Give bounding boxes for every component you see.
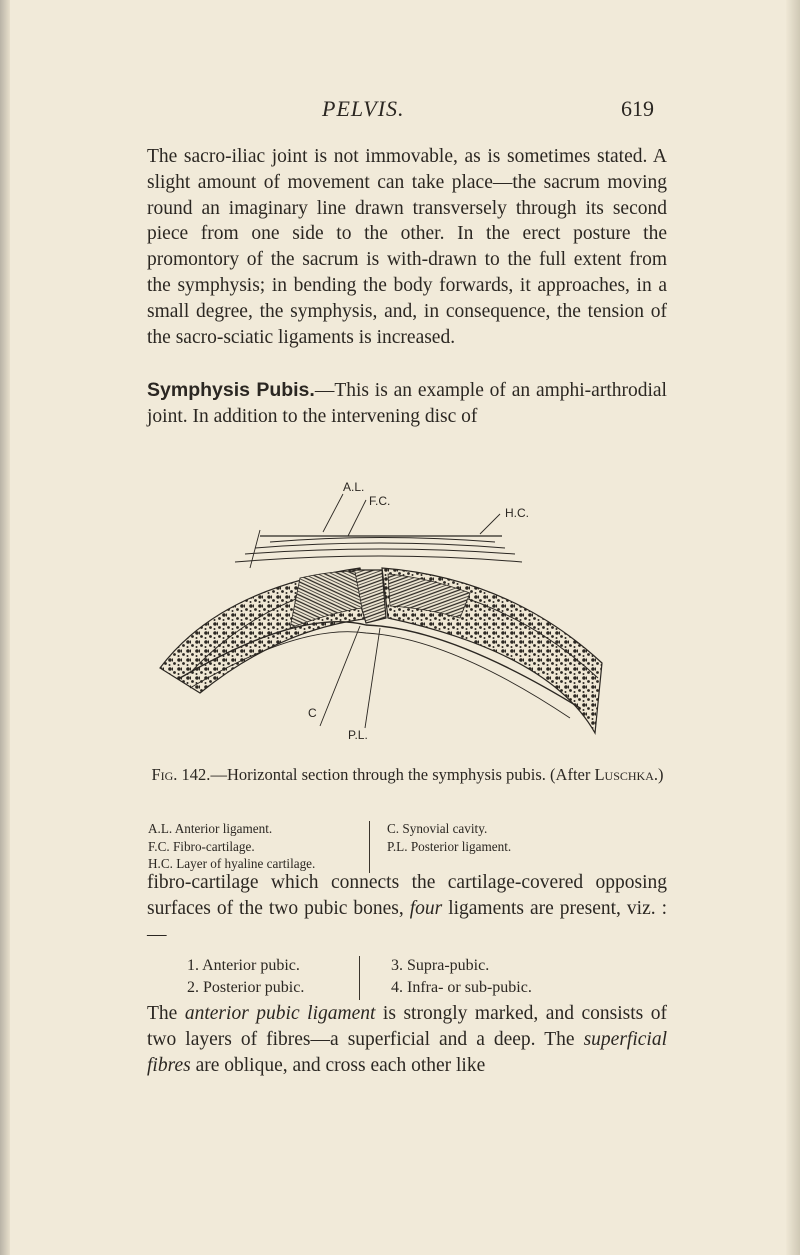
ligament-list-right <box>391 955 532 999</box>
paragraph-anterior-pubic-ligament <box>147 1001 667 1078</box>
paragraph-4-text: The <box>147 1003 185 1024</box>
emphasis-four: four <box>409 897 443 919</box>
list-item: 1. Anterior pubic. <box>187 957 300 974</box>
paragraph-symphysis-intro <box>147 378 667 430</box>
caption-text: —Horizontal section through the symphysis pubis. (After <box>210 765 595 784</box>
label-c: C <box>308 706 317 720</box>
ligament-list-left <box>187 955 304 999</box>
legend-item: A.L. Anterior ligament. <box>148 821 273 836</box>
caption-author: Luschka <box>594 765 654 784</box>
legend-item: P.L. Posterior ligament. <box>387 838 512 854</box>
caption-suffix: .) <box>653 765 664 784</box>
legend-item: C. Synovial cavity. <box>387 821 488 836</box>
legend-item: F.C. Fibro-cartilage. <box>148 838 255 854</box>
figure-legend-left <box>148 820 315 873</box>
label-pl: P.L. <box>348 728 368 742</box>
label-hc: H.C. <box>505 506 529 520</box>
figure-caption <box>150 764 665 786</box>
list-item: 4. Infra- or sub-pubic. <box>391 979 532 996</box>
page-edge-right <box>786 0 800 1255</box>
page-edge-left <box>0 0 10 1255</box>
list-item: 2. Posterior pubic. <box>187 979 305 996</box>
paragraph-4-text: is strongly marked, and consists of two layers of fibres—a superficial and a deep. The <box>147 1003 667 1050</box>
paragraph-3-text: fibro-cartilage which connects the cartilage-covered opposing surfaces of the two pubic bones, <box>147 872 667 919</box>
list-divider <box>359 956 360 1000</box>
legend-divider <box>369 821 370 873</box>
label-al: A.L. <box>343 480 365 494</box>
paragraph-fibro-cartilage <box>147 870 667 947</box>
emphasis-anterior-pubic-ligament: anterior pubic ligament <box>184 1003 376 1024</box>
page-number: 619 <box>621 96 654 121</box>
symphysis-section-illustration <box>150 478 610 753</box>
figure-142 <box>150 478 610 753</box>
paragraph-4-text: are oblique, and cross each other like <box>190 1054 486 1076</box>
paragraph-sacro-iliac: The sacro-iliac joint is not immovable, as is sometimes stated. A slight amount of movement can take place—the sacrum moving round an imaginary line drawn transversely through its second piece from one side to the other. In the erect posture the promontory of the sacrum is with-drawn to the full extent from the symphysis; in bending the body forwards, it approaches, in a small degree, the symphysis, and, in consequence, the tension of the sacro-sciatic ligaments is increased. <box>147 146 667 348</box>
running-title: PELVIS. <box>322 96 405 121</box>
paragraph-3-tail: ligaments are present, viz. :— <box>147 897 667 945</box>
list-item: 3. Supra-pubic. <box>391 957 490 974</box>
emphasis-superficial-fibres: superficial fibres <box>147 1028 667 1076</box>
label-fc: F.C. <box>369 494 391 508</box>
legend-item: H.C. Layer of hyaline cartilage. <box>148 856 316 871</box>
figure-legend-right <box>387 820 511 855</box>
paragraph-symphysis-text: —This is an example of an amphi-arthrodial joint. In addition to the intervening disc of <box>147 380 667 427</box>
running-head <box>0 96 800 126</box>
section-heading-symphysis-pubis: Symphysis Pubis. <box>147 379 315 401</box>
caption-figure-number: Fig. 142. <box>151 765 211 784</box>
